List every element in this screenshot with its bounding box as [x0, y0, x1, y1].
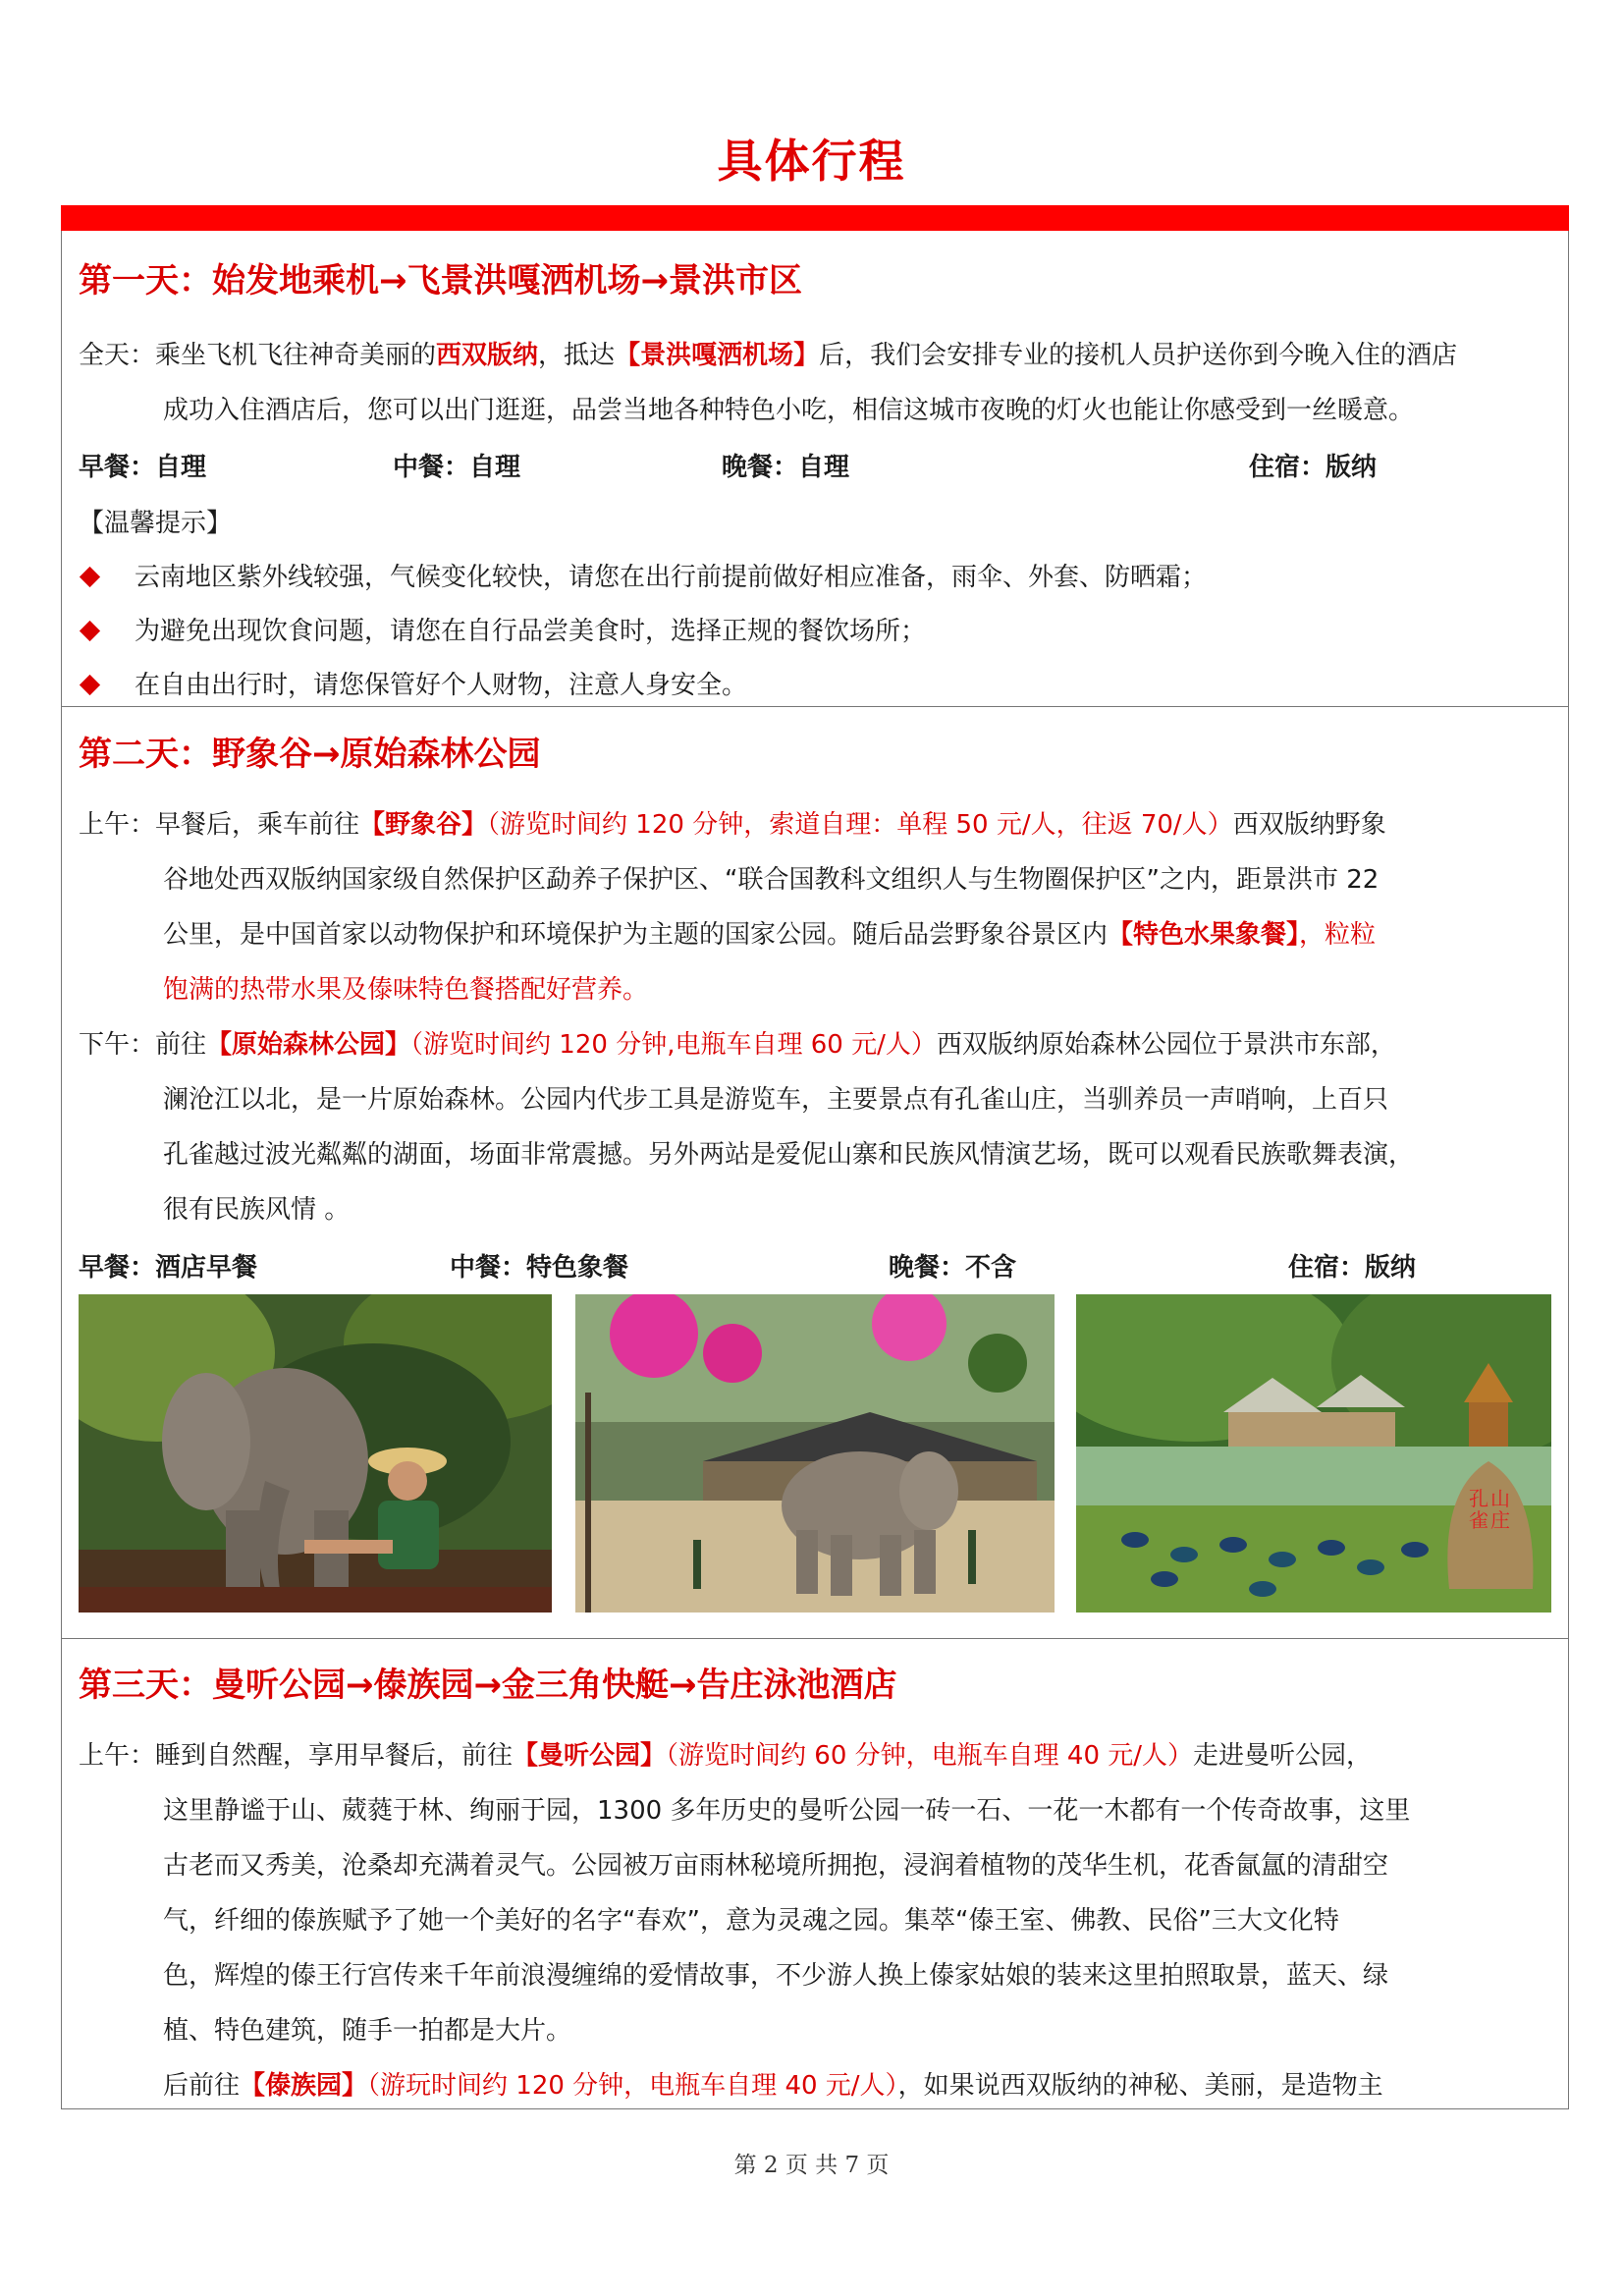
diamond-bullet-icon: [80, 674, 100, 694]
stone-carving: 孔雀山庄: [1469, 1487, 1510, 1532]
day3-line6: 植、特色建筑，随手一拍都是大片。: [163, 2016, 572, 2046]
stay-label: 住宿：版纳: [1249, 453, 1378, 482]
day2-text: ，粒粒: [1299, 920, 1377, 950]
day3-am-note: （游览时间约 60 分钟，电瓶车自理 40 元/人）: [666, 1741, 1194, 1771]
dinner-label: 晚餐：不含: [889, 1253, 1017, 1283]
place-xishuangbanna: 西双版纳: [436, 341, 539, 370]
peacock-village-icon: [1076, 1294, 1551, 1613]
all-day-label: 全天：: [79, 341, 156, 370]
day3-text: ，如果说西双版纳的神秘、美丽，是造物主: [897, 2071, 1383, 2101]
day2-text: 西双版纳原始森林公园位于景洪市东部，: [936, 1030, 1396, 1060]
place-manting-park: 【曼听公园】: [513, 1741, 667, 1771]
breakfast-label: 早餐：酒店早餐: [79, 1253, 258, 1283]
place-primeval-forest-park: 【原始森林公园】: [206, 1030, 411, 1060]
day2-pm-line3: 孔雀越过波光粼粼的湖面，场面非常震撼。另外两站是爱伲山寨和民族风情演艺场，既可以观看民族歌舞表演，: [163, 1140, 1415, 1170]
morning-label: 上午：: [79, 1741, 156, 1771]
day2-am-line4: 饱满的热带水果及傣味特色餐搭配好营养。: [163, 975, 649, 1005]
day1-line2: 成功入住酒店后，您可以出门逛逛，品尝当地各种特色小吃，相信这城市夜晚的灯火也能让你感受到一丝暖意。: [163, 396, 1415, 425]
dinner-label: 晚餐：自理: [722, 453, 850, 482]
day3-line3: 古老而又秀美，沧桑却充满着灵气。公园被万亩雨林秘境所拥抱，浸润着植物的茂华生机，花香氤氲的清甜空: [163, 1851, 1389, 1881]
day1-text: ，抵达: [538, 341, 616, 370]
peacock-village-photo: [1076, 1294, 1551, 1613]
day3-title: 第三天：曼听公园→傣族园→金三角快艇→告庄泳池酒店: [79, 1666, 897, 1705]
day1-meals: [79, 447, 1556, 486]
day1-line1: [79, 328, 1556, 383]
row-divider: [61, 706, 1569, 707]
day2-text: 早餐后，乘车前往: [155, 810, 360, 840]
day2-meals: [79, 1247, 1556, 1286]
day3-morning: [79, 1728, 1556, 2113]
day3-line5: 色，辉煌的傣王行宫传来千年前浪漫缠绵的爱情故事，不少游人换上傣家姑娘的装来这里拍照取景，蓝天、绿: [163, 1961, 1389, 1991]
place-fruit-meal: 【特色水果象餐】: [1108, 920, 1300, 950]
day2-title: 第二天：野象谷→原始森林公园: [79, 735, 541, 774]
day2-am-line2: 谷地处西双版纳国家级自然保护区勐养子保护区、“联合国教科文组织人与生物圈保护区”之内，距景洪市 22: [163, 865, 1380, 895]
place-gasa-airport: 【景洪嘎洒机场】: [615, 341, 820, 370]
elephant-keeper-photo: [79, 1294, 552, 1613]
tips-header: 【温馨提示】: [79, 509, 233, 538]
tip-text: 在自由出行时，请您保管好个人财物，注意人身安全。: [135, 671, 748, 700]
title-divider-bar: [61, 205, 1569, 231]
day3-line2: 这里静谧于山、葳蕤于林、绚丽于园，1300 多年历史的曼听公园一砖一石、一花一木都有一个传奇故事，这里: [163, 1796, 1411, 1826]
diamond-bullet-icon: [80, 566, 100, 586]
tip-item: [79, 557, 1207, 593]
tip-text: 为避免出现饮食问题，请您在自行品尝美食时，选择正规的餐饮场所；: [135, 617, 927, 646]
breakfast-label: 早餐：自理: [79, 453, 207, 482]
day2-pm-line1: [79, 1017, 1556, 1072]
diamond-bullet-icon: [80, 620, 100, 640]
day1-text: 后，我们会安排专业的接机人员护送你到今晚入住的酒店: [819, 341, 1458, 370]
day2-pm-note: （游览时间约 120 分钟,电瓶车自理 60 元/人）: [410, 1030, 937, 1060]
day2-am-note: （游览时间约 120 分钟，索道自理：单程 50 元/人，往返 70/人）: [487, 810, 1233, 840]
day2-text: 西双版纳野象: [1232, 810, 1386, 840]
morning-label: 上午：: [79, 810, 156, 840]
day2-pm-line4: 很有民族风情 。: [163, 1195, 351, 1225]
lunch-label: 中餐：特色象餐: [450, 1253, 629, 1283]
day1-text: 乘坐飞机飞往神奇美丽的: [155, 341, 437, 370]
day2-text: 前往: [155, 1030, 207, 1060]
day3-line7: [79, 2058, 1556, 2113]
day2-afternoon: [79, 1017, 1556, 1237]
day1-title: 第一天：始发地乘机→飞景洪嘎洒机场→景洪市区: [79, 261, 802, 301]
day3-am-line1: [79, 1728, 1556, 1783]
day2-morning: [79, 797, 1556, 1017]
elephant-show-photo: [575, 1294, 1055, 1613]
day2-am-line1: [79, 797, 1556, 852]
day2-am-line3: [79, 907, 1556, 962]
day3-text: 睡到自然醒，享用早餐后，前往: [155, 1741, 514, 1771]
day3-line4: 气，纤细的傣族赋予了她一个美好的名字“春欢”，意为灵魂之园。集萃“傣王室、佛教、民俗”三大文化特: [163, 1906, 1339, 1936]
day3-l7-note: （游玩时间约 120 分钟，电瓶车自理 40 元/人）: [367, 2071, 898, 2101]
day3-text: 后前往: [163, 2071, 241, 2101]
row-divider: [61, 1638, 1569, 1639]
place-wild-elephant-valley: 【野象谷】: [359, 810, 488, 840]
tip-item: [79, 611, 926, 647]
day2-text: 公里，是中国首家以动物保护和环境保护为主题的国家公园。随后品尝野象谷景区内: [163, 920, 1109, 950]
day3-text: 走进曼听公园，: [1193, 1741, 1373, 1771]
day2-pm-line2: 澜沧江以北，是一片原始森林。公园内代步工具是游览车，主要景点有孔雀山庄，当驯养员一声哨响，上百只: [163, 1085, 1389, 1115]
page-footer: 第 2 页 共 7 页: [733, 2153, 890, 2178]
afternoon-label: 下午：: [79, 1030, 156, 1060]
page-title: 具体行程: [717, 135, 906, 188]
lunch-label: 中餐：自理: [393, 453, 521, 482]
tip-item: [79, 665, 747, 701]
elephant-show-icon: [575, 1294, 1055, 1613]
tip-text: 云南地区紫外线较强，气候变化较快，请您在出行前提前做好相应准备，雨伞、外套、防晒霜；: [135, 563, 1208, 592]
elephant-keeper-icon: [79, 1294, 552, 1613]
place-dai-park: 【傣族园】: [240, 2071, 368, 2101]
day1-description: [79, 328, 1556, 438]
stay-label: 住宿：版纳: [1288, 1253, 1417, 1283]
